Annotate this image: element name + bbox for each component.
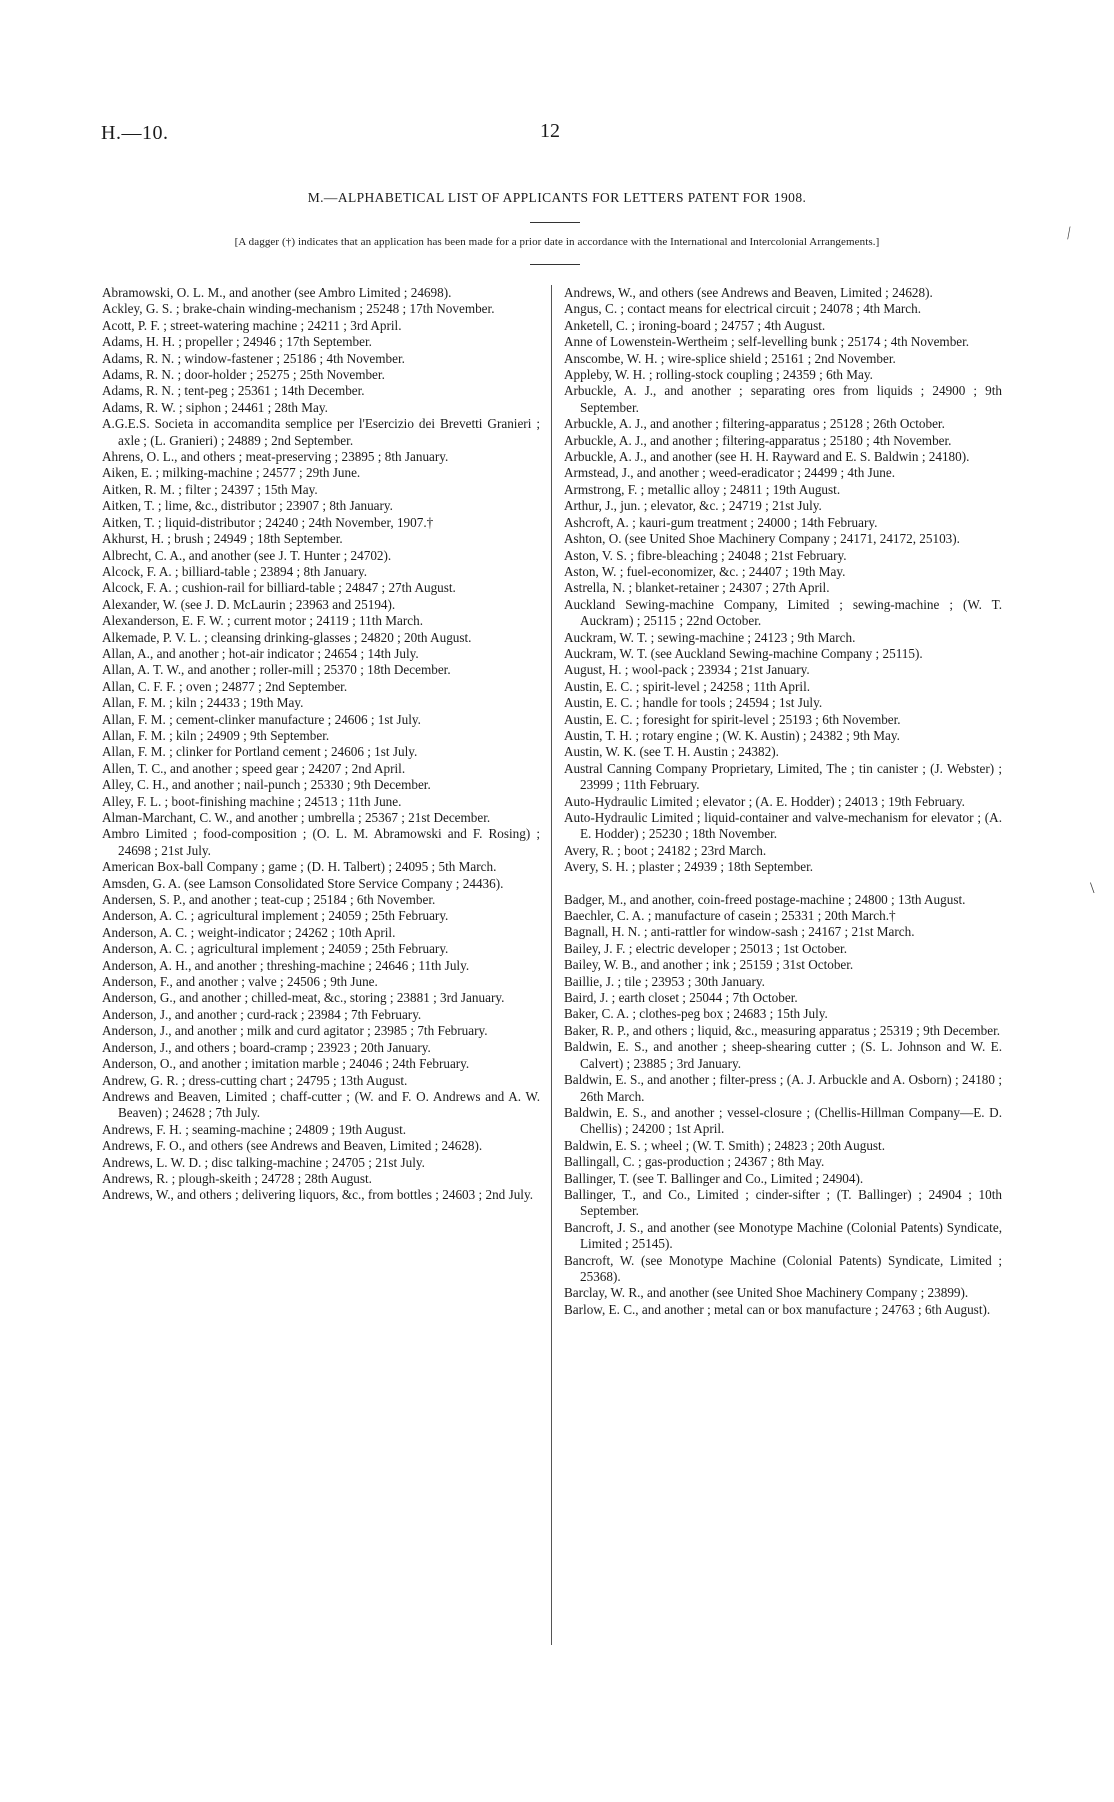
list-entry: Alman-Marchant, C. W., and another ; umbrella ; 25367 ; 21st December.: [102, 810, 491, 825]
list-entry: Austin, E. C. ; foresight for spirit-level ; 25193 ; 6th November.: [564, 711, 901, 727]
list-entry: Aitken, T. ; lime, &c., distributor ; 23907 ; 8th January.: [102, 498, 393, 514]
page-title: M.—ALPHABETICAL LIST OF APPLICANTS FOR LETTERS PATENT FOR 1908.: [307, 190, 807, 205]
list-entry: Albrecht, C. A., and another (see J. T. Hunter ; 24702).: [102, 547, 392, 563]
list-entry: Baker, C. A. ; clothes-peg box ; 24683 ; 15th July.: [564, 1006, 828, 1022]
right-column-b-entries: [564, 892, 1002, 1319]
title-rule: [530, 222, 580, 223]
section-gap: [564, 876, 1002, 892]
list-entry: Arbuckle, A. J., and another ; separating ores from liquids ; 24900 ; 9th September.: [564, 383, 1002, 415]
list-entry: Alley, C. H., and another ; nail-punch ; 25330 ; 9th December.: [102, 777, 431, 793]
list-entry: Alcock, F. A. ; cushion-rail for billiard-table ; 24847 ; 27th August.: [102, 580, 456, 596]
list-entry: Andersen, S. P., and another ; teat-cup ; 25184 ; 6th November.: [102, 892, 436, 908]
margin-mark: \: [1090, 880, 1095, 897]
list-entry: Baillie, J. ; tile ; 23953 ; 30th January.: [564, 973, 765, 989]
right-column: [564, 285, 1002, 1318]
list-entry: Adams, R. N. ; window-fastener ; 25186 ; 4th November.: [102, 350, 405, 366]
list-entry: Baird, J. ; earth closet ; 25044 ; 7th October.: [564, 990, 798, 1006]
list-entry: Anderson, A. C. ; agricultural implement ; 24059 ; 25th February.: [102, 941, 449, 957]
list-entry: Barclay, W. R., and another (see United Shoe Machinery Company ; 23899).: [564, 1285, 969, 1301]
list-entry: Andrews and Beaven, Limited ; chaff-cutter ; (W. and F. O. Andrews and A. W. Beaven) ; 24628 ; 7th July.: [102, 1088, 540, 1121]
list-entry: A.G.E.S. Societa in accomandita semplice per l'Esercizio dei Brevetti Granieri ; axle ; (L. Granieri) ; 24889 ; 2nd September.: [102, 416, 540, 448]
note-rule: [530, 264, 580, 265]
list-entry: Allan, F. M. ; kiln ; 24433 ; 19th May.: [102, 695, 304, 711]
list-entry: Anderson, J., and another ; curd-rack ; 23984 ; 7th February.: [102, 1006, 422, 1022]
list-entry: Allan, F. M. ; kiln ; 24909 ; 9th September.: [102, 727, 330, 743]
list-entry: Ackley, G. S. ; brake-chain winding-mechanism ; 25248 ; 17th November.: [102, 301, 495, 317]
left-column: [102, 285, 540, 1204]
list-entry: Ballingall, C. ; gas-production ; 24367 ; 8th May.: [564, 1154, 825, 1170]
list-entry: Arbuckle, A. J., and another ; filtering-apparatus ; 25180 ; 4th November.: [564, 432, 952, 448]
list-entry: Auto-Hydraulic Limited ; elevator ; (A. E. Hodder) ; 24013 ; 19th February.: [564, 793, 965, 809]
list-entry: Badger, M., and another, coin-freed postage-machine ; 24800 ; 13th August.: [564, 891, 966, 907]
list-entry: Austin, T. H. ; rotary engine ; (W. K. Austin) ; 24382 ; 9th May.: [564, 727, 900, 743]
list-entry: Baldwin, E. S., and another ; filter-press ; (A. J. Arbuckle and A. Osborn) ; 24180 ; 26th March.: [564, 1072, 1002, 1104]
list-entry: Adams, R. N. ; tent-peg ; 25361 ; 14th December.: [102, 383, 365, 399]
list-entry: Appleby, W. H. ; rolling-stock coupling ; 24359 ; 6th May.: [564, 367, 873, 383]
list-entry: Bailey, W. B., and another ; ink ; 25159 ; 31st October.: [564, 957, 854, 973]
list-entry: Auto-Hydraulic Limited ; liquid-container and valve-mechanism for elevator ; (A. E. Hodder) ; 25230 ; 18th November.: [564, 810, 1002, 842]
list-entry: Auckram, W. T. ; sewing-machine ; 24123 ; 9th March.: [564, 629, 856, 645]
list-entry: Acott, P. F. ; street-watering machine ; 24211 ; 3rd April.: [102, 317, 402, 333]
list-entry: Anderson, G., and another ; chilled-meat, &c., storing ; 23881 ; 3rd January.: [102, 990, 505, 1006]
list-entry: Andrew, G. R. ; dress-cutting chart ; 24795 ; 13th August.: [102, 1072, 408, 1088]
list-entry: Alkemade, P. V. L. ; cleansing drinking-glasses ; 24820 ; 20th August.: [102, 629, 472, 645]
list-entry: Arthur, J., jun. ; elevator, &c. ; 24719 ; 21st July.: [564, 498, 822, 514]
list-entry: Anne of Lowenstein-Wertheim ; self-levelling bunk ; 25174 ; 4th November.: [564, 334, 970, 350]
list-entry: Ballinger, T., and Co., Limited ; cinder-sifter ; (T. Ballinger) ; 24904 ; 10th September.: [564, 1186, 1002, 1219]
list-entry: Adams, H. H. ; propeller ; 24946 ; 17th September.: [102, 334, 372, 350]
list-entry: Auckram, W. T. (see Auckland Sewing-machine Company ; 25115).: [564, 645, 923, 661]
list-entry: Austral Canning Company Proprietary, Limited, The ; tin canister ; (J. Webster) ; 23999 ; 11th February.: [564, 760, 1002, 793]
list-entry: Amsden, G. A. (see Lamson Consolidated Store Service Company ; 24436).: [102, 875, 504, 891]
list-entry: Austin, E. C. ; handle for tools ; 24594 ; 1st July.: [564, 695, 823, 711]
list-entry: Baldwin, E. S., and another ; sheep-shearing cutter ; (S. L. Johnson and W. E. Calvert) ; 23885 ; 3rd January.: [564, 1039, 1002, 1071]
list-entry: August, H. ; wool-pack ; 23934 ; 21st January.: [564, 662, 810, 678]
list-entry: American Box-ball Company ; game ; (D. H. Talbert) ; 24095 ; 5th March.: [102, 859, 497, 875]
list-entry: Bagnall, H. N. ; anti-rattler for window-sash ; 24167 ; 21st March.: [564, 924, 915, 940]
list-entry: Ballinger, T. (see T. Ballinger and Co., Limited ; 24904).: [564, 1170, 864, 1186]
list-entry: Anderson, J., and another ; milk and curd agitator ; 23985 ; 7th February.: [102, 1023, 488, 1039]
list-entry: Alley, F. L. ; boot-finishing machine ; 24513 ; 11th June.: [102, 793, 402, 809]
list-entry: Aitken, T. ; liquid-distributor ; 24240 ; 24th November, 1907.†: [102, 514, 434, 530]
list-entry: Andrews, W., and others (see Andrews and Beaven, Limited ; 24628).: [564, 285, 933, 300]
list-entry: Baker, R. P., and others ; liquid, &c., measuring apparatus ; 25319 ; 9th December.: [564, 1022, 1001, 1038]
list-entry: Angus, C. ; contact means for electrical circuit ; 24078 ; 4th March.: [564, 301, 922, 317]
page-number: 12: [540, 120, 560, 142]
list-entry: Abramowski, O. L. M., and another (see Ambro Limited ; 24698).: [102, 285, 452, 300]
column-divider: [551, 285, 552, 1645]
list-entry: Anscombe, W. H. ; wire-splice shield ; 25161 ; 2nd November.: [564, 350, 896, 366]
list-entry: Barlow, E. C., and another ; metal can or box manufacture ; 24763 ; 6th August).: [564, 1301, 991, 1317]
list-entry: Alexander, W. (see J. D. McLaurin ; 23963 and 25194).: [102, 596, 396, 612]
document-reference: H.—10.: [101, 122, 169, 144]
list-entry: Arbuckle, A. J., and another ; filtering-apparatus ; 25128 ; 26th October.: [564, 416, 945, 432]
list-entry: Austin, W. K. (see T. H. Austin ; 24382).: [564, 744, 779, 760]
list-entry: Aston, W. ; fuel-economizer, &c. ; 24407 ; 19th May.: [564, 563, 846, 579]
list-entry: Anderson, O., and another ; imitation marble ; 24046 ; 24th February.: [102, 1056, 470, 1072]
list-entry: Bancroft, J. S., and another (see Monotype Machine (Colonial Patents) Syndicate, Limited ; 25145).: [564, 1219, 1002, 1252]
list-entry: Allan, F. M. ; clinker for Portland cement ; 24606 ; 1st July.: [102, 744, 418, 760]
margin-mark: ⁄: [1064, 225, 1074, 242]
list-entry: Anketell, C. ; ironing-board ; 24757 ; 4th August.: [564, 317, 826, 333]
list-entry: Alcock, F. A. ; billiard-table ; 23894 ; 8th January.: [102, 563, 368, 579]
right-column-a-entries: [564, 285, 1002, 876]
list-entry: Aiken, E. ; milking-machine ; 24577 ; 29th June.: [102, 465, 361, 481]
list-entry: Baldwin, E. S. ; wheel ; (W. T. Smith) ; 24823 ; 20th August.: [564, 1137, 886, 1153]
list-entry: Avery, S. H. ; plaster ; 24939 ; 18th September.: [564, 859, 814, 875]
list-entry: Astrella, N. ; blanket-retainer ; 24307 ; 27th April.: [564, 580, 830, 596]
dagger-note: [A dagger (†) indicates that an application has been made for a prior date in accordance with the International and Intercolonial Arrangements.]: [234, 236, 880, 248]
list-entry: Armstrong, F. ; metallic alloy ; 24811 ; 19th August.: [564, 481, 841, 497]
list-entry: Adams, R. N. ; door-holder ; 25275 ; 25th November.: [102, 367, 385, 383]
list-entry: Andrews, W., and others ; delivering liquors, &c., from bottles ; 24603 ; 2nd July.: [102, 1187, 533, 1203]
list-entry: Allan, F. M. ; cement-clinker manufacture ; 24606 ; 1st July.: [102, 711, 421, 727]
list-entry: Alexanderson, E. F. W. ; current motor ; 24119 ; 11th March.: [102, 613, 424, 629]
list-entry: Armstead, J., and another ; weed-eradicator ; 24499 ; 4th June.: [564, 465, 896, 481]
list-entry: Andrews, L. W. D. ; disc talking-machine ; 24705 ; 21st July.: [102, 1154, 425, 1170]
list-entry: Ashcroft, A. ; kauri-gum treatment ; 24000 ; 14th February.: [564, 514, 878, 530]
list-entry: Avery, R. ; boot ; 24182 ; 23rd March.: [564, 842, 767, 858]
list-entry: Anderson, J., and others ; board-cramp ; 23923 ; 20th January.: [102, 1039, 431, 1055]
list-entry: Akhurst, H. ; brush ; 24949 ; 18th September.: [102, 531, 343, 547]
list-entry: Allan, C. F. F. ; oven ; 24877 ; 2nd September.: [102, 678, 348, 694]
list-entry: Anderson, A. C. ; agricultural implement ; 24059 ; 25th February.: [102, 908, 449, 924]
list-entry: Anderson, F., and another ; valve ; 24506 ; 9th June.: [102, 974, 378, 990]
list-entry: Ahrens, O. L., and others ; meat-preserving ; 23895 ; 8th January.: [102, 449, 449, 465]
list-entry: Bailey, J. F. ; electric developer ; 25013 ; 1st October.: [564, 940, 848, 956]
list-entry: Andrews, R. ; plough-skeith ; 24728 ; 28th August.: [102, 1170, 372, 1186]
list-entry: Baechler, C. A. ; manufacture of casein ; 25331 ; 20th March.†: [564, 908, 896, 924]
list-entry: Andrews, F. O., and others (see Andrews and Beaven, Limited ; 24628).: [102, 1138, 483, 1154]
list-entry: Anderson, A. C. ; weight-indicator ; 24262 ; 10th April.: [102, 924, 396, 940]
list-entry: Ambro Limited ; food-composition ; (O. L. M. Abramowski and F. Rosing) ; 24698 ; 21st July.: [102, 826, 540, 858]
list-entry: Anderson, A. H., and another ; threshing-machine ; 24646 ; 11th July.: [102, 957, 470, 973]
list-entry: Allen, T. C., and another ; speed gear ; 24207 ; 2nd April.: [102, 760, 406, 776]
list-entry: Allan, A., and another ; hot-air indicator ; 24654 ; 14th July.: [102, 645, 419, 661]
list-entry: Andrews, F. H. ; seaming-machine ; 24809 ; 19th August.: [102, 1121, 407, 1137]
list-entry: Aitken, R. M. ; filter ; 24397 ; 15th May.: [102, 481, 318, 497]
list-entry: Bancroft, W. (see Monotype Machine (Colonial Patents) Syndicate, Limited ; 25368).: [564, 1252, 1002, 1284]
list-entry: Adams, R. W. ; siphon ; 24461 ; 28th May.: [102, 399, 328, 415]
list-entry: Aston, V. S. ; fibre-bleaching ; 24048 ; 21st February.: [564, 547, 847, 563]
list-entry: Auckland Sewing-machine Company, Limited ; sewing-machine ; (W. T. Auckram) ; 25115 ; 22nd October.: [564, 596, 1002, 629]
list-entry: Austin, E. C. ; spirit-level ; 24258 ; 11th April.: [564, 678, 811, 694]
list-entry: Ashton, O. (see United Shoe Machinery Company ; 24171, 24172, 25103).: [564, 531, 960, 547]
list-entry: Allan, A. T. W., and another ; roller-mill ; 25370 ; 18th December.: [102, 662, 451, 678]
list-entry: Arbuckle, A. J., and another (see H. H. Rayward and E. S. Baldwin ; 24180).: [564, 449, 970, 465]
list-entry: Baldwin, E. S., and another ; vessel-closure ; (Chellis-Hillman Company—E. D. Chellis) ; 24200 ; 1st April.: [564, 1104, 1002, 1137]
